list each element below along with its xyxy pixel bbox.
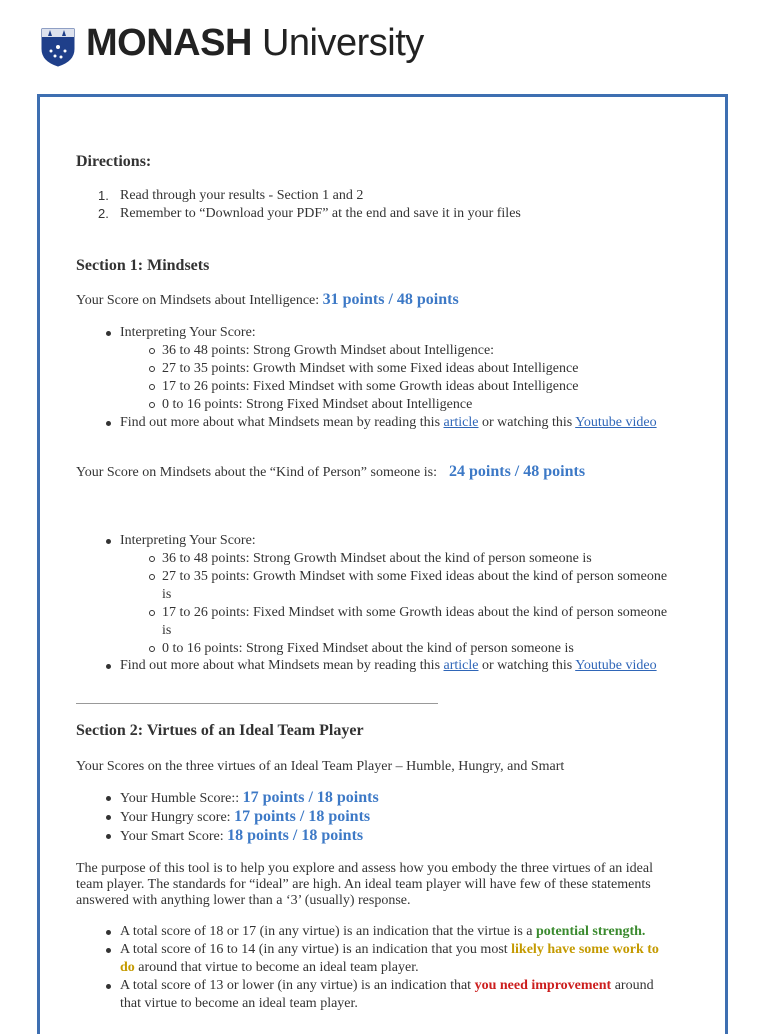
virtue-scores-list xyxy=(120,789,379,846)
person-findout-list xyxy=(120,657,657,675)
list-item: A total score of 13 or lower (in any virtue) is an indication that you need improvement around that virtue to become an ideal team player. xyxy=(120,977,710,1013)
list-item: 17 to 26 points: Fixed Mindset with some Growth ideas about Intelligence xyxy=(162,379,579,394)
list-item: 36 to 48 points: Strong Growth Mindset about the kind of person someone is xyxy=(162,550,667,568)
list-item: 1. Read through your results - Section 1 and 2 xyxy=(98,188,364,203)
directions-heading: Directions: xyxy=(76,153,152,170)
list-item: Find out more about what Mindsets mean by reading this article or watching this Youtube video xyxy=(120,415,657,430)
list-item: 0 to 16 points: Strong Fixed Mindset about Intelligence xyxy=(162,396,578,414)
intelligence-ranges-list xyxy=(162,342,578,414)
youtube-video-link[interactable]: Youtube video xyxy=(575,415,657,430)
intelligence-score-line: Your Score on Mindsets about Intelligence: 31 points / 48 points xyxy=(76,291,459,308)
monash-crest-logo xyxy=(40,27,76,67)
smart-score-value: 18 points / 18 points xyxy=(227,827,364,844)
list-item: 0 to 16 points: Strong Fixed Mindset about the kind of person someone is xyxy=(162,640,667,658)
intelligence-findout-list xyxy=(120,414,657,432)
header xyxy=(0,0,768,95)
section-divider xyxy=(76,703,438,704)
list-item: Interpreting Your Score: xyxy=(120,325,256,340)
youtube-video-link[interactable]: Youtube video xyxy=(575,658,657,673)
list-item: 36 to 48 points: Strong Growth Mindset about Intelligence: xyxy=(162,342,578,360)
list-item: Your Smart Score: 18 points / 18 points xyxy=(120,827,379,846)
humble-score-value: 17 points / 18 points xyxy=(242,789,379,806)
interpretation-bullets xyxy=(120,923,710,1013)
list-item: Find out more about what Mindsets mean by reading this article or watching this Youtube video xyxy=(120,658,657,673)
article-link[interactable]: article xyxy=(443,658,479,673)
list-item: 27 to 35 points: Growth Mindset with some Fixed ideas about the kind of person someone xyxy=(162,569,668,584)
list-item: Your Hungry score: 17 points / 18 points xyxy=(120,808,379,827)
person-score-line: Your Score on Mindsets about the “Kind of Person” someone is: 24 points / 48 points xyxy=(76,463,586,480)
purpose-paragraph: The purpose of this tool is to help you explore and assess how you embody the three virtues of an ideal team player. The standards for “ideal” are high. An ideal team player will have few of these statements answered with anything lower than a ‘3’ (usually) response. xyxy=(76,861,653,908)
intelligence-interpretation-list xyxy=(120,324,256,342)
list-item: 27 to 35 points: Growth Mindset with some Fixed ideas about Intelligence xyxy=(162,361,579,376)
intelligence-score-value: 31 points / 48 points xyxy=(322,291,459,308)
article-link[interactable]: article xyxy=(443,415,479,430)
list-item: Interpreting Your Score: xyxy=(120,533,256,548)
list-item: A total score of 16 to 14 (in any virtue) is an indication that you most likely have some work to do around that virtue to become an ideal team player. xyxy=(120,941,710,977)
person-ranges-list xyxy=(162,550,667,658)
list-item: 17 to 26 points: Fixed Mindset with some Growth ideas about the kind of person someone xyxy=(162,605,668,620)
brand-title: MONASH University xyxy=(86,22,424,64)
list-item-continuation: is xyxy=(162,587,172,602)
section1-heading: Section 1: Mindsets xyxy=(76,257,210,274)
section2-heading: Section 2: Virtues of an Ideal Team Player xyxy=(76,722,364,739)
list-item: A total score of 18 or 17 (in any virtue) is an indication that the virtue is a potential strength. xyxy=(120,923,710,941)
person-interpretation-list xyxy=(120,532,256,550)
directions-list xyxy=(98,187,521,223)
list-item-continuation: is xyxy=(162,623,172,638)
section2-intro: Your Scores on the three virtues of an Ideal Team Player – Humble, Hungry, and Smart xyxy=(76,759,565,774)
hungry-score-value: 17 points / 18 points xyxy=(234,808,371,825)
list-item: Your Humble Score:: 17 points / 18 points xyxy=(120,789,379,806)
list-item: 2. Remember to “Download your PDF” at the end and save it in your files xyxy=(98,206,521,221)
person-score-value: 24 points / 48 points xyxy=(449,463,586,480)
